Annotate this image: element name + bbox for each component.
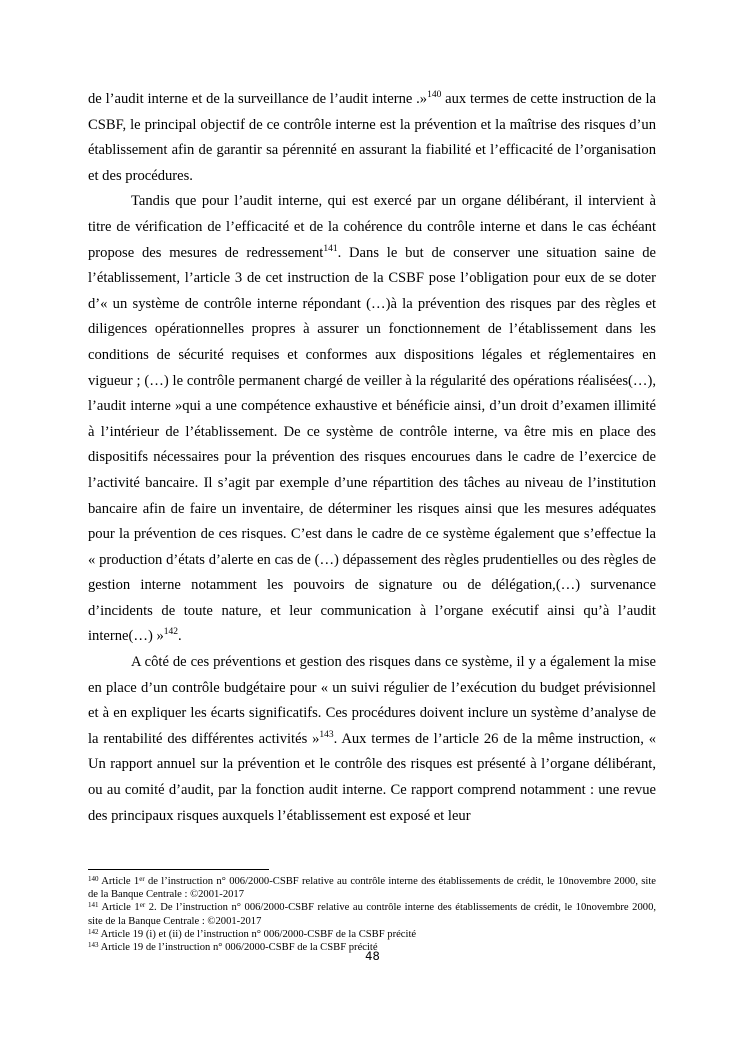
footnote-number: 141	[88, 901, 99, 910]
paragraph-text: aux termes de cette instruction de la CSBF, le principal objectif de ce contrôle interne est la prévention et la maîtrise des risques d’un établissement afin de garantir sa pérennité en assurant la fiabilité et l’efficacité de l’organisation et des procédures.	[88, 91, 657, 184]
paragraph-2	[88, 189, 656, 650]
ordinal-superscript: er	[139, 901, 146, 910]
paragraph-text: . Aux termes de l’article 26 de la même instruction, « Un rapport annuel sur la prévention et le contrôle des risques est présenté à l’organe délibérant, ou au comité d’audit, par la fonction audit interne. Ce rapport comprend notamment : une revue des principaux risques auxquels l’établissement est exposé et leur	[88, 730, 656, 824]
footnote-text: Article 1	[98, 902, 140, 914]
paragraph-text: de l’audit interne et de la surveillance de l’audit interne .»	[88, 91, 428, 107]
footnote-separator	[88, 869, 269, 870]
footnote-number: 143	[88, 941, 99, 950]
footnote-reference: 141	[323, 243, 338, 254]
body-text	[88, 87, 656, 829]
footnote-text: Article 19 (i) et (ii) de l’instruction n° 006/2000-CSBF de la CSBF précité	[98, 928, 417, 940]
footnote-text: Article 1	[98, 876, 140, 887]
footnote-text: de l’instruction n° 006/2000-CSBF relative au contrôle interne des établissements de crédit, le 10novembre 2000, site de la Banque Centrale : ©2001-2017	[88, 876, 656, 901]
footnote-140	[88, 875, 656, 901]
footnote-reference: 142	[163, 627, 179, 638]
ordinal-superscript: er	[139, 875, 145, 883]
paragraph-text: .	[178, 628, 182, 645]
footnote-text: Article 19 de l’instruction n° 006/2000-CSBF de la CSBF précité	[98, 942, 378, 954]
footnote-141	[88, 901, 656, 927]
paragraph-text: . Dans le but de conserver une situation saine de l’établissement, l’article 3 de cet instruction de la CSBF pose l’obligation pour eux de se doter d’« un système de contrôle interne répondant (…)à la prévention des risques par des règles et diligences opérationnelles propres à assurer un fonctionnement de l’établissement dans les conditions de sécurité requises et conformes aux dispositions légales et réglementaires en vigueur ; (…) le contrôle permanent chargé de veiller à la régularité des opérations réalisées(…), l’audit interne »qui a une compétence exhaustive et bénéficie ainsi, d’un droit d’examen illimité à l’intérieur de l’établissement. De ce système de contrôle interne, va être mis en place des dispositifs nécessaires pour la prévention des risques encourues dans le cadre de l’exercice de l’activité bancaire. Il s’agit par exemple d’une répartition des tâches au niveau de l’institution bancaire afin de faire un inventaire, de déterminer les risques ainsi que les mesures adéquates pour la prévention de ces risques. C’est dans le cadre de ce système également que s’effectue la « production d’états d’alerte en cas de (…) dépassement des règles prudentielles ou des règles de gestion interne notamment les pouvoirs de signature ou de délégation,(…) survenance d’incidents de toute nature, et leur communication à l’organe exécutif ainsi qu’à l’audit interne(…) »	[88, 244, 656, 645]
footnotes	[88, 875, 656, 954]
footnote-142	[88, 928, 656, 941]
paragraph-3	[88, 650, 656, 829]
paragraph-text: A côté de ces préventions et gestion des risques dans ce système, il y a également la mise en place d’un contrôle budgétaire pour « un suivi régulier de l’exécution du budget prévisionnel et à en expliquer les écarts significatifs. Ces procédures doivent inclure un système d’analyse de la rentabilité des différentes activités »	[88, 654, 656, 747]
footnote-reference: 140	[427, 90, 442, 100]
paragraph-text: Tandis que pour l’audit interne, qui est exercé par un organe délibérant, il intervient à titre de vérification de l’efficacité et de la cohérence du contrôle interne et dans le cas échéant propose des mesures de redressement	[88, 193, 656, 261]
footnote-text: 2. De l’instruction n° 006/2000-CSBF relative au contrôle interne des établissements de crédit, le 10novembre 2000, site de la Banque Centrale : ©2001-2017	[88, 902, 657, 927]
footnote-number: 142	[88, 927, 99, 936]
footnote-reference: 143	[319, 729, 334, 740]
paragraph-1	[88, 87, 656, 189]
page-number: 48	[365, 949, 380, 963]
footnote-number: 140	[88, 875, 99, 883]
